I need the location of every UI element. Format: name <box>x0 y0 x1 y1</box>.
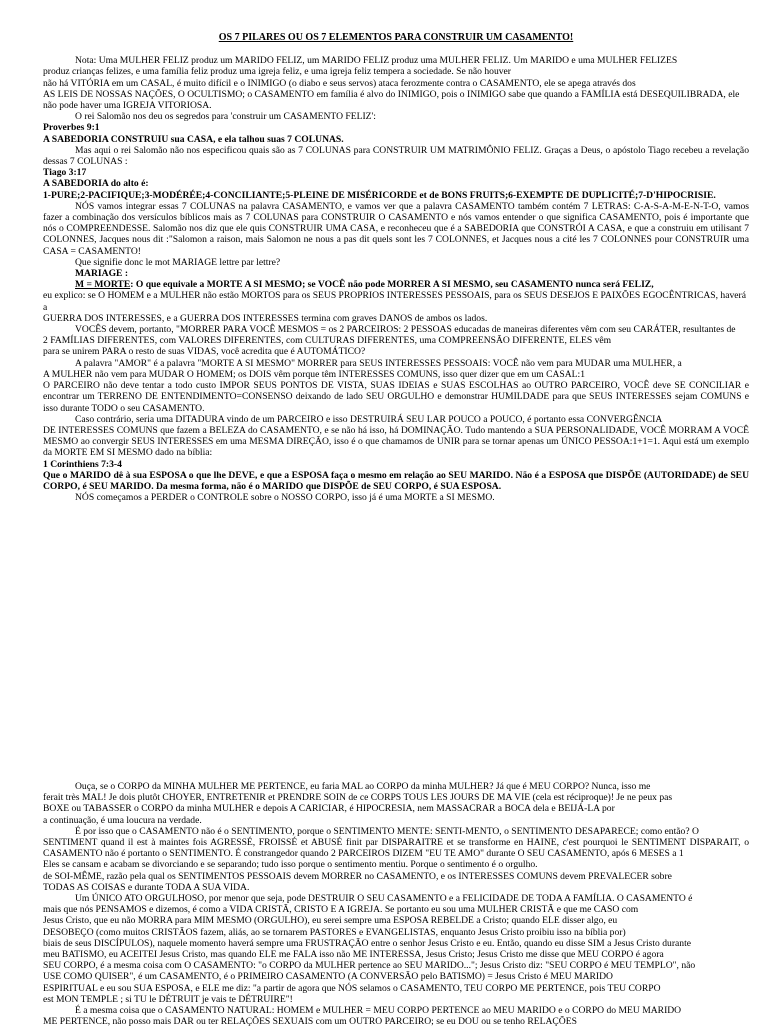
paragraph: não há VITÓRIA em um CASAL, é muito difícil e o INIMIGO (o diabo e seus servos) ataca ferozmente contra o CASAMENTO, ele se apega através dos <box>43 77 636 89</box>
paragraph: de SOI-MÊME, razão pela qual os SENTIMENTOS PESSOAIS devem MORRER no CASAMENTO, e os INTERESSES COMUNS devem PREVALECER sobre <box>43 870 672 882</box>
paragraph: BOXE ou TABASSER o CORPO da minha MULHER e depois A CARICIAR, é HIPOCRESIA, nem MASSACRAR a BOCA dela e BEIJÁ-LA por <box>43 803 615 815</box>
paragraph: SENTIMENT quand il est à maintes fois AGRESSÉ, FROISSÉ et ABUSÉ finit par DISPARAITRE et se transforme en HAINE, c'est pourquoi le SENTIMENT DISPARAIT, o CASAMENTO não é portanto o SENTIMENTO. É constrangedor quando 2 PARCEIROS DIZEM "EU TE AMO" durante O SEU CASAMENTO, após 6 MESES a 1 <box>43 837 749 860</box>
paragraph: Mas aqui o rei Salomão não nos especificou quais são as 7 COLUNAS para CONSTRUIR UM MATRIMÔNIO FELIZ. Graças a Deus, o apóstolo Tiago recebeu a revelação dessas 7 COLUNAS : <box>43 144 749 168</box>
paragraph: Proverbes 9:1 <box>43 122 100 134</box>
paragraph: Eles se cansam e acabam se divorciando e se separando; tudo isso porque o sentimento mentiu. Porque o sentimento é o orgulho. <box>43 859 538 871</box>
paragraph: Que signifie donc le mot MARIAGE lettre par lettre? <box>75 256 281 268</box>
paragraph: A SABEDORIA do alto é: <box>43 178 149 190</box>
paragraph: Nota: Uma MULHER FELIZ produz um MARIDO FELIZ, um MARIDO FELIZ produz uma MULHER FELIZ. Um MARIDO e uma MULHER FELIZES <box>75 55 678 67</box>
paragraph: M = MORTE: O que equivale a MORTE A SI MESMO; se VOCÊ não pode MORRER A SI MESMO, seu CASAMENTO nunca será FELIZ, <box>75 279 654 291</box>
paragraph: USE COMO QUISER", é um CASAMENTO, é o PRIMEIRO CASAMENTO (A CONVERSÃO pelo BATISMO) = Jesus Cristo é MEU MARIDO <box>43 971 613 983</box>
paragraph: DE INTERESSES COMUNS que fazem a BELEZA do CASAMENTO, e se não há isso, há DOMINAÇÃO. Tudo mantendo a SUA PERSONALIDADE, VOCÊ MORRAM A VOCÊ MESMO ao convergir SEUS INTERESSES em uma MESMA DIREÇÃO, isso é o que chamamos de UNIR para se tornar apenas um ÚNICO PESSOA:1+1=1. Aqui está um exemplo da MORTE EM SI MESMO dado na bíblia: <box>43 424 749 459</box>
paragraph: VOCÊS devem, portanto, "MORRER PARA VOCÊ MESMOS = os 2 PARCEIROS: 2 PESSOAS educadas de maneiras diferentes vêm com seu CARÁTER, resultantes de <box>75 324 736 336</box>
paragraph: não pode haver uma IGREJA VITORIOSA. <box>43 100 212 112</box>
paragraph: Ouça, se o CORPO da MINHA MULHER ME PERTENCE, eu faria MAL ao CORPO da minha MULHER? Já que é MEU CORPO? Nunca, isso me <box>75 781 651 792</box>
paragraph: MARIAGE : <box>75 268 129 280</box>
paragraph: Um ÚNICO ATO ORGULHOSO, por menor que seja, pode DESTRUIR O SEU CASAMENTO e a FELICIDADE DE TODA A FAMÍLIA. O CASAMENTO é <box>75 893 693 905</box>
paragraph: A palavra "AMOR" é a palavra "MORTE A SI MESMO" MORRER para SEUS INTERESSES PESSOAIS: VOCÊ não vem para MUDAR uma MULHER, a <box>75 357 682 369</box>
paragraph: a continuação, é uma loucura na verdade. <box>43 814 202 826</box>
paragraph: SEU CORPO, é a mesma coisa com O CASAMENTO: "o CORPO da MULHER pertence ao SEU MARIDO..."; Jesus Cristo diz: "SEU CORPO é MEU TEMPLO", não <box>43 960 696 972</box>
paragraph: NÓS vamos integrar essas 7 COLUNAS na palavra CASAMENTO, e vamos ver que a palavra CASAMENTO também contém 7 LETRAS: C-A-S-A-M-E-N-T-O, vamos fazer a combinação dos versículos bíblicos mais as 7 COLUNAS para CONSTRUIR O CASAMENTO e nós vamos entender o que significa CASAMENTO, pois é importante que nós o COMPREENDESSE. Salomão nos diz que ele quis CONSTRUIR UMA CASA, e reconheceu que é a SABEDORIA que CONSTRÓI A CASA, e que a construiu em utilisant 7 COLONNES, Jacques nous dit :"Salomon a raison, mais Salomon ne nous a pas dit quels sont les 7 COLONNES, et Jacques nous a cité les 7 COLONNES pour CONSTRUIR uma CASA = CASAMENTO! <box>43 200 749 257</box>
paragraph: 1-PURE;2-PACIFIQUE;3-MODÉRÉE;4-CONCILIANTE;5-PLEINE DE MISÉRICORDE et de BONS FRUITS;6-EXEMPTE DE DUPLICITÉ;7-D'HIPOCRISIE. <box>43 189 716 201</box>
paragraph: Tiago 3:17 <box>43 167 87 179</box>
paragraph: Que o MARIDO dê à sua ESPOSA o que lhe DEVE, e que a ESPOSA faça o mesmo em relação ao SEU MARIDO. Não é a ESPOSA que DISPÕE (AUTORIDADE) de SEU CORPO, é SEU MARIDO. Da mesma forma, não é o MARIDO que DISPÕE de SEU CORPO, é SUA ESPOSA. <box>43 469 749 492</box>
paragraph: É por isso que o CASAMENTO não é o SENTIMENTO, porque o SENTIMENTO MENTE: SENTI-MENTO, o SENTIMENTO DESAPARECE; como então? O <box>75 825 699 837</box>
paragraph: eu explico: se O HOMEM e a MULHER não estão MORTOS para os SEUS PROPRIOS INTERESSES PESSOAIS, para os SEUS DESEJOS E PAIXÕES EGOCÊNTRICAS, haverá a <box>43 290 746 313</box>
document-body-top <box>43 32 749 503</box>
paragraph: O PARCEIRO não deve tentar a todo custo IMPOR SEUS PONTOS DE VISTA, SUAS IDEIAS e SUAS ESCOLHAS ao OUTRO PARCEIRO, VOCÊ deve SE CONCILIAR e encontrar um TERRENO DE ENTENDIMENTO=CONSENSO deixando de lado SEU ORGULHO e demonstrar HUMILDADE para que SEUS INTERESSES sejam COMUNS e isso durante TODO o seu CASAMENTO. <box>43 380 749 414</box>
paragraph: AS LEIS DE NOSSAS NAÇÕES, O OCULTISMO; o CASAMENTO em família é alvo do INIMIGO, pois o INIMIGO sabe que quando a FAMÍLIA está DESEQUILIBRADA, ele <box>43 88 740 100</box>
paragraph: A SABEDORIA CONSTRUIU sua CASA, e ela talhou suas 7 COLUNAS. <box>43 133 344 145</box>
paragraph: ME PERTENCE, não posso mais DAR ou ter RELAÇÕES SEXUAIS com um OUTRO PARCEIRO; se eu DOU ou se tenho RELAÇÕES <box>43 1016 577 1027</box>
paragraph: A MULHER não vem para MUDAR O HOMEM; os DOIS vêm porque têm INTERESSES COMUNS, isso quer dizer que em um CASAL:1 <box>43 368 586 380</box>
paragraph: Jesus Cristo, que eu não MORRA para MIM MESMO (ORGULHO), eu serei sempre uma ESPOSA REBELDE a Cristo; quando ELE disser algo, eu <box>43 915 618 927</box>
paragraph: biais de seus DISCÍPULOS), naquele momento haverá sempre uma FRUSTRAÇÃO entre o senhor Jesus Cristo e eu. Então, quando eu disse SIM a Jesus Cristo durante <box>43 937 692 949</box>
paragraph: DESOBEÇO (como muitos CRISTÃOS fazem, aliás, ao se tornarem PASTORES e EVANGELISTAS, enquanto Jesus Cristo proibiu isso na bíblia por) <box>43 926 626 938</box>
paragraph: NÓS começamos a PERDER o CONTROLE sobre o NOSSO CORPO, isso já é uma MORTE a SI MESMO. <box>75 492 495 504</box>
paragraph: mais que nós PENSAMOS e dizemos, é como a VIDA CRISTÃ, CRISTO E A IGREJA. Se portanto eu sou uma MULHER CRISTÃ e que me CASO com <box>43 904 639 916</box>
paragraph: ferait très MAL! Je dois plutôt CHOYER, ENTRETENIR et PRENDRE SOIN de ce CORPS TOUS LES JOURS DE MA VIE (cela est réciproque)! Je ne peux pas <box>43 792 673 804</box>
paragraph: est MON TEMPLE ; si TU le DÉTRUIT je vais te DÉTRUIRE"! <box>43 993 293 1005</box>
paragraph: O rei Salomão nos deu os segredos para 'construir um CASAMENTO FELIZ': <box>75 111 376 123</box>
page-title: OS 7 PILARES OU OS 7 ELEMENTOS PARA CONSTRUIR UM CASAMENTO! <box>218 32 574 43</box>
paragraph: 1 Corinthiens 7:3-4 <box>43 458 122 470</box>
document-body-bottom <box>43 781 749 1027</box>
paragraph: ESPIRITUAL e eu sou SUA ESPOSA, e ELE me diz: "a partir de agora que NÓS selamos o CASAMENTO, TEU CORPO ME PERTENCE, pois TEU CORPO <box>43 982 661 994</box>
paragraph: TODAS AS COISAS e durante TODA A SUA VIDA. <box>43 881 250 893</box>
paragraph: Caso contrário, seria uma DITADURA vindo de um PARCEIRO e isso DESTRUIRÁ SEU LAR POUCO a POUCO, é portanto essa CONVERGÊNCIA <box>75 413 663 425</box>
paragraph: produz crianças felizes, e uma família feliz produz uma igreja feliz, e uma igreja feliz tempera a sociedade. Se não houver <box>43 66 512 78</box>
paragraph: 2 FAMÍLIAS DIFERENTES, com VALORES DIFERENTES, com CULTURAS DIFERENTES, uma COMPREENSÃO DIFERENTE, ELES vêm <box>43 335 612 347</box>
paragraph: É a mesma coisa que o CASAMENTO NATURAL: HOMEM e MULHER = MEU CORPO PERTENCE ao MEU MARIDO e o CORPO do MEU MARIDO <box>75 1005 682 1017</box>
paragraph: GUERRA DOS INTERESSES, e a GUERRA DOS INTERESSES termina com graves DANOS de ambos os lados. <box>43 312 488 324</box>
paragraph: para se unirem PARA o resto de suas VIDAS, você acredita que é AUTOMÁTICO? <box>43 346 366 358</box>
paragraph: meu BATISMO, eu ACEITEI Jesus Cristo, mas quando ELE me FALA isso não ME INTERESSA, Jesus Cristo; Jesus Cristo me disse que MEU CORPO é agora <box>43 949 664 961</box>
